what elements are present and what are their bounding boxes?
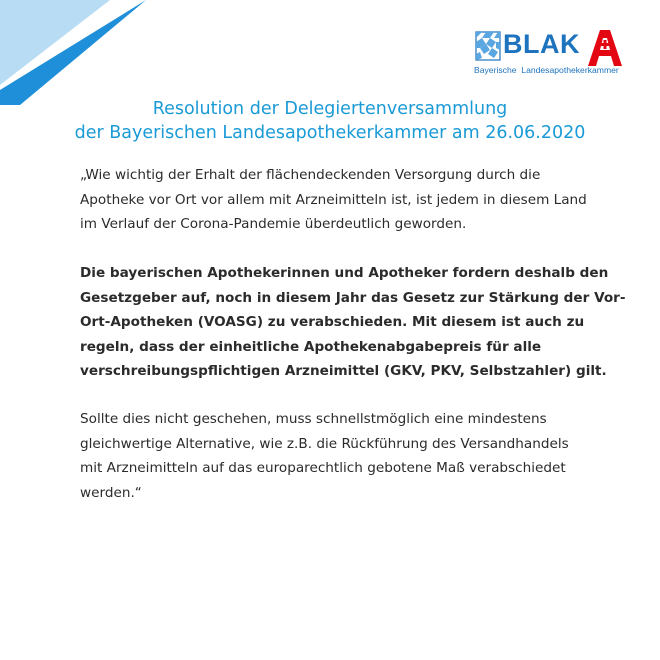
bavaria-shield-icon	[476, 32, 500, 60]
text-line: Die bayerischen Apothekerinnen und Apotheker fordern deshalb den	[80, 265, 609, 281]
text-line: gleichwertige Alternative, wie z.B. die Rückführung des Versandhandels	[80, 435, 569, 452]
text-line: Gesetzgeber auf, noch in diesem Jahr das Gesetz zur Stärkung der Vor-	[80, 289, 626, 306]
text-line: werden.“	[80, 484, 142, 501]
text-line: mit Arzneimitteln auf das europarechtlich gebotene Maß verabschiedet	[80, 460, 566, 476]
text-line: im Verlauf der Corona-Pandemie überdeutlich geworden.	[80, 216, 467, 232]
corner-decoration	[0, 0, 150, 110]
title-line-1: Resolution der Delegiertenversammlung	[152, 99, 508, 119]
paragraph-alternative	[80, 407, 600, 505]
title-line-2: der Bayerischen Landesapothekerkammer am 26.06.2020	[74, 123, 586, 143]
logo-wordmark: BLAK	[503, 29, 580, 59]
text-line: verschreibungspflichtigen Arzneimittel (GKV, PKV, Selbstzahler) gilt.	[80, 363, 607, 379]
logo-subtitle: Bayerische Landesapothekerkammer	[474, 65, 619, 75]
paragraph-demand	[80, 261, 626, 384]
text-line: Ort-Apotheken (VOASG) zu verabschieden. Mit diesem ist auch zu	[80, 314, 585, 330]
text-line: „Wie wichtig der Erhalt der flächendeckenden Versorgung durch die	[80, 167, 541, 183]
page-title	[0, 97, 660, 145]
apotheke-a-icon	[588, 30, 622, 66]
text-line: regeln, dass der einheitliche Apothekenabgabepreis für alle	[80, 338, 542, 355]
paragraph-intro	[80, 163, 600, 237]
text-line: Sollte dies nicht geschehen, muss schnellstmöglich eine mindestens	[80, 411, 547, 427]
text-line: Apotheke vor Ort vor allem mit Arzneimitteln ist, ist jedem in diesem Land	[80, 191, 587, 208]
